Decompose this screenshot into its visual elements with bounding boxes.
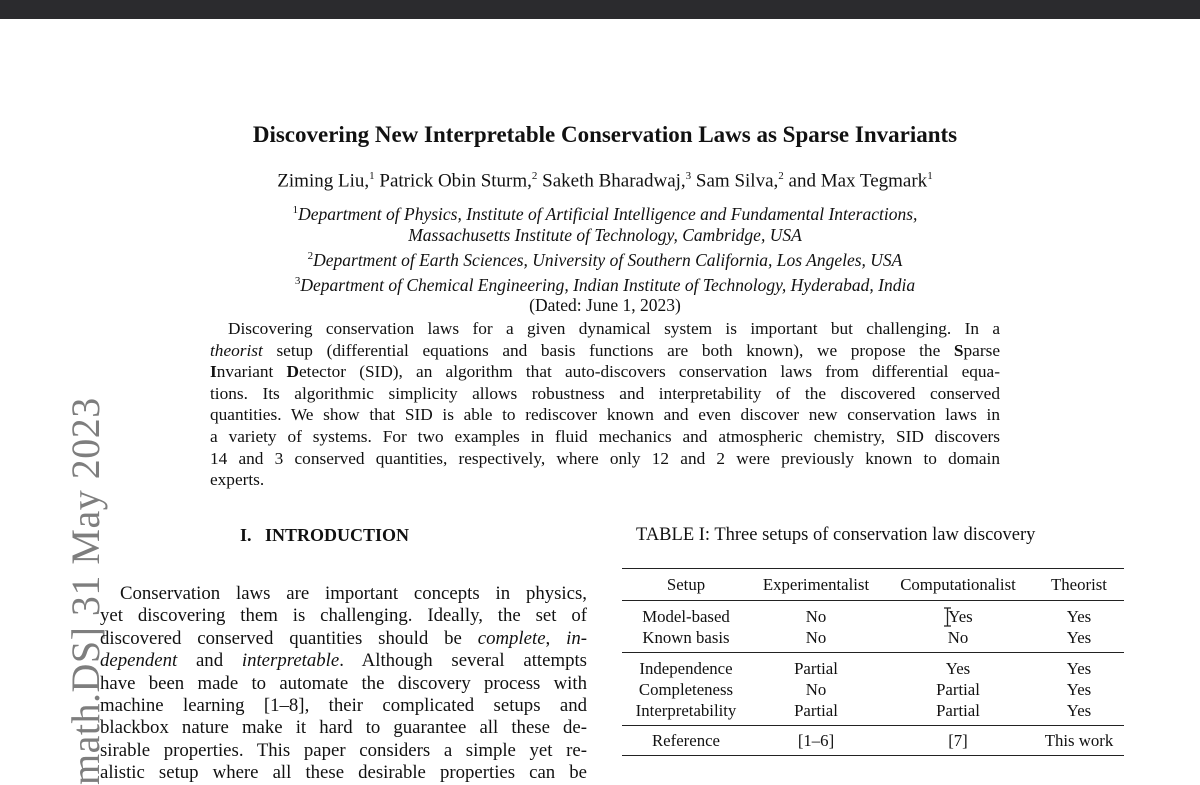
text: parse xyxy=(963,340,1000,360)
affil-text: Department of Chemical Engineering, Indian Institute of Technology, Hyderabad, India xyxy=(300,274,916,295)
abstract xyxy=(210,318,1000,491)
table-caption: TABLE I: Three setups of conservation law discovery xyxy=(636,525,1036,545)
table-cell: Partial xyxy=(750,700,882,726)
intro-line: have been made to automate the discovery process with xyxy=(100,672,587,694)
affil-mark: 1 xyxy=(292,204,299,216)
emphasis: theorist xyxy=(210,340,263,360)
table-cell: No xyxy=(805,680,827,699)
author-affil-mark: 1 xyxy=(369,170,375,182)
setups-table xyxy=(622,568,1124,756)
table-cell xyxy=(882,601,1034,628)
intro-line: Conservation laws are important concepts in physics, xyxy=(120,583,587,604)
arxiv-side-stamp: math.DS] 31 May 2023 xyxy=(63,397,108,785)
section-title: INTRODUCTION xyxy=(265,525,410,545)
intro-line xyxy=(100,650,587,672)
author-affil-mark: 2 xyxy=(531,170,538,182)
table-row xyxy=(622,653,1124,680)
section-heading xyxy=(240,525,409,546)
table-cell: Yes xyxy=(1034,700,1124,726)
abstract-line: tions. Its algorithmic simplicity allows robustness and interpretability of the discovered conserved xyxy=(210,383,1000,403)
abstract-line: a variety of systems. For two examples in fluid mechanics and atmospheric chemistry, SID discovers xyxy=(210,426,1000,446)
table-cell: Interpretability xyxy=(622,700,750,726)
emphasis: dependent xyxy=(100,650,178,672)
header-cell: Experimentalist xyxy=(762,575,870,594)
cell-text: Yes xyxy=(948,607,973,626)
table-cell: Known basis xyxy=(622,627,750,653)
abstract-line xyxy=(210,361,1000,383)
table-row xyxy=(622,679,1124,700)
affiliation-1-line-1 xyxy=(150,200,1060,225)
table-cell: No xyxy=(750,627,882,653)
header-cell: Setup xyxy=(666,575,706,594)
author: Saketh Bharadwaj, xyxy=(542,170,686,192)
author-affil-mark: 3 xyxy=(685,170,692,182)
table-cell: Yes xyxy=(1066,659,1092,678)
affil-text: Department of Physics, Institute of Artificial Intelligence and Fundamental Interactions, xyxy=(298,203,918,224)
dated-line: (Dated: June 1, 2023) xyxy=(529,295,681,316)
table-cell: Partial xyxy=(936,680,980,699)
table-cell: Reference xyxy=(622,726,750,756)
affiliation-2 xyxy=(150,246,1060,271)
table-cell: This work xyxy=(1034,726,1124,756)
intro-line: yet discovering them is challenging. Ideally, the set of xyxy=(100,605,587,627)
header-cell: Computationalist xyxy=(900,575,1016,594)
abstract-line: 14 and 3 conserved quantities, respectively, where only 12 and 2 were previously known to domain xyxy=(210,448,1000,468)
author: and Max Tegmark xyxy=(788,170,928,192)
author-affil-mark: 1 xyxy=(927,170,933,182)
affil-mark: 3 xyxy=(294,274,301,287)
paper-title: Discovering New Interpretable Conservation Laws as Sparse Invariants xyxy=(252,122,958,147)
abstract-line xyxy=(210,340,1000,362)
table-row xyxy=(622,601,1124,628)
abstract-line: quantities. We show that SID is able to rediscover known and even discover new conservation laws in xyxy=(210,405,1000,425)
header-cell: Theorist xyxy=(1051,575,1107,594)
author: Sam Silva, xyxy=(695,170,779,192)
table-row xyxy=(622,726,1124,756)
emphasis: complete xyxy=(477,627,546,649)
table-cell: Yes xyxy=(1066,607,1092,626)
table-header-row xyxy=(622,569,1124,601)
emphasis: in- xyxy=(566,627,587,649)
table-row xyxy=(622,700,1124,726)
text: discovered conserved quantities should be xyxy=(100,627,478,649)
affil-mark: 2 xyxy=(307,249,314,262)
text: . Although several attempts xyxy=(339,650,587,672)
introduction-text xyxy=(100,583,587,785)
intro-line: machine learning [1–8], their complicated setups and xyxy=(100,695,587,717)
intro-line: alistic setup where all these desirable properties can be xyxy=(100,762,587,784)
bold-letter: S xyxy=(953,340,964,360)
author-affil-mark: 2 xyxy=(778,170,784,182)
abstract-line: Discovering conservation laws for a given dynamical system is important but challenging. In a xyxy=(228,319,1000,338)
table-cell: [7] xyxy=(882,726,1034,756)
author: Ziming Liu, xyxy=(277,170,370,192)
intro-line: sirable properties. This paper considers a simple yet re- xyxy=(100,739,587,761)
table-row xyxy=(622,627,1124,653)
affiliation-1-line-2: Massachusetts Institute of Technology, Cambridge, USA xyxy=(408,224,802,245)
table-cell: Partial xyxy=(794,659,838,678)
abstract-line: experts. xyxy=(210,470,265,490)
table-cell: Yes xyxy=(1034,627,1124,653)
text: nvariant xyxy=(216,362,287,382)
affiliation-3 xyxy=(150,271,1060,296)
table-cell: [1–6] xyxy=(750,726,882,756)
bold-letter: I xyxy=(210,362,217,382)
viewer-top-bar xyxy=(0,0,1200,19)
text: setup (differential equations and basis functions are both known), we propose the xyxy=(262,340,954,360)
affil-text: Department of Earth Sciences, University of Southern California, Los Angeles, USA xyxy=(313,249,903,270)
table-cell: Completeness xyxy=(638,680,734,699)
author-list xyxy=(150,170,1060,192)
author: Patrick Obin Sturm, xyxy=(379,170,532,192)
table-cell: Yes xyxy=(1066,680,1092,699)
text: and xyxy=(177,650,242,672)
text: etector (SID), an algorithm that auto-discovers conservation laws from differential equa- xyxy=(299,362,1000,382)
table-cell: Independence xyxy=(639,659,733,678)
table-cell: No xyxy=(882,627,1034,653)
text: , xyxy=(545,627,567,649)
table-cell: Partial xyxy=(882,700,1034,726)
intro-line xyxy=(100,628,587,650)
table-cell: Yes xyxy=(945,659,971,678)
section-number: I. xyxy=(240,525,252,545)
intro-line: blackbox nature make it hard to guarantee all these de- xyxy=(100,717,587,739)
table-cell: No xyxy=(805,607,827,626)
emphasis: interpretable xyxy=(241,650,340,672)
table-cell: Model-based xyxy=(642,607,730,626)
affiliations xyxy=(150,200,1060,316)
bold-letter: D xyxy=(286,362,300,382)
